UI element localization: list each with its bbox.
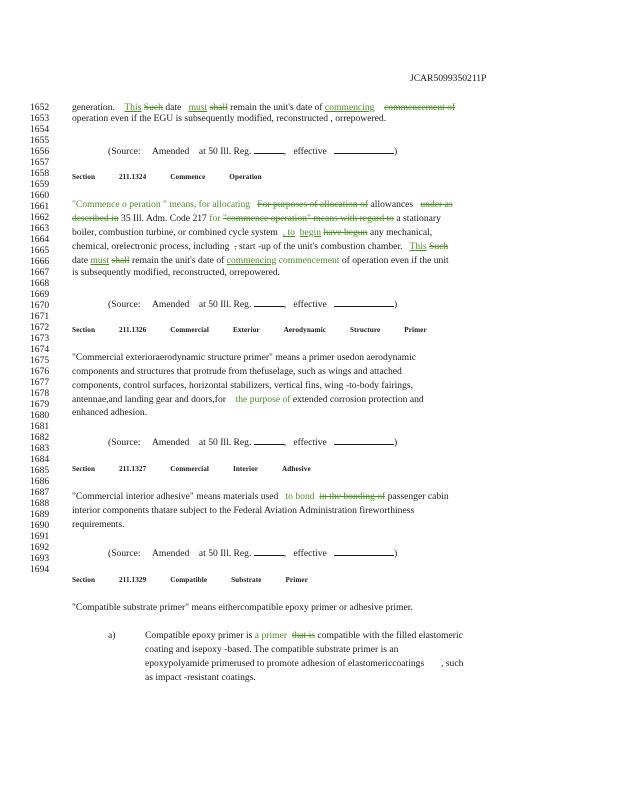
deleted-text: , (234, 241, 237, 252)
line-number: 1659 (30, 179, 50, 190)
line-number: 1658 (30, 168, 50, 179)
line-number: 1660 (30, 190, 50, 201)
line-number: 1663 (30, 223, 50, 234)
text: , (283, 146, 287, 157)
text: any mechanical, (369, 227, 433, 238)
deleted-text: For purposes of allocation of (257, 199, 369, 210)
text: Section (72, 576, 96, 584)
text-line (145, 658, 540, 669)
blank-field[interactable] (254, 297, 284, 307)
text: a stationary (396, 213, 441, 224)
line-number: 1687 (30, 487, 50, 498)
inserted-text: the purpose of (235, 394, 291, 405)
source-note (108, 297, 397, 310)
text: Amended (151, 146, 190, 157)
deleted-text: commencement of (384, 102, 456, 113)
text: Amended (151, 437, 190, 448)
line-number: 1652 (30, 102, 50, 113)
section-heading (72, 575, 540, 586)
text-line (72, 213, 540, 224)
text: (Source: (108, 146, 141, 157)
line-number: 1690 (30, 520, 50, 531)
text: Structure (350, 326, 381, 334)
text-line: as impact -resistant coatings. (145, 672, 256, 683)
text-line: operation even if the EGU is subsequently modified, reconstructed , orrepowered. (72, 113, 387, 124)
line-number: 1679 (30, 399, 50, 410)
deleted-text: have begun (323, 227, 368, 238)
text-line (72, 241, 540, 252)
line-number: 1680 (30, 410, 50, 421)
section-heading (72, 172, 540, 183)
line-number: 1691 (30, 531, 50, 542)
line-number: 1655 (30, 135, 50, 146)
text: effective (293, 548, 327, 559)
text-line: "Commercial exterioraerodynamic structure primer" means a primer usedon aerodynamic (72, 352, 417, 363)
text: Amended (151, 299, 190, 310)
text: (Source: (108, 299, 141, 310)
text: remain the unit's date of (132, 255, 225, 266)
deleted-text: Such (429, 241, 449, 252)
document-header: JCAR5099350211P (410, 73, 487, 84)
text-line: is subsequently modified, reconstructed, orrepowered. (72, 267, 281, 278)
text: Substrate (231, 576, 262, 584)
inserted-text: to bond (285, 491, 315, 502)
text: date (72, 255, 88, 266)
inserted-text: commencement (278, 255, 340, 266)
text: start -up of the unit's combustion chamber. (239, 241, 403, 252)
inserted-text: for (209, 213, 221, 224)
text: , (283, 437, 287, 448)
line-number: 1656 (30, 146, 50, 157)
line-number: 1664 (30, 234, 50, 245)
text: Interior (232, 465, 259, 473)
inserted-text: must (188, 102, 208, 113)
text: 211.1329 (118, 576, 147, 584)
line-number: 1676 (30, 366, 50, 377)
deleted-text: Such (143, 102, 163, 113)
line-number: 1682 (30, 432, 50, 443)
inserted-text: , to (282, 227, 295, 238)
line-number: 1654 (30, 124, 50, 135)
text: passenger cabin (387, 491, 449, 502)
line-number: 1684 (30, 454, 50, 465)
text: extended corrosion protection and (292, 394, 424, 405)
text: ) (394, 437, 398, 448)
text: 211.1324 (118, 173, 147, 181)
line-number: 1693 (30, 553, 50, 564)
text: allowances (370, 199, 414, 210)
line-number: 1672 (30, 322, 50, 333)
line-number: 1674 (30, 344, 50, 355)
text: of operation even if the unit (341, 255, 449, 266)
line-number: 1694 (30, 564, 50, 575)
line-number: 1692 (30, 542, 50, 553)
line-number: 1668 (30, 278, 50, 289)
line-number: 1661 (30, 201, 50, 212)
text-line: enhanced adhesion. (72, 407, 148, 418)
text: date (165, 102, 182, 113)
text: epoxypolyamide primerused to promote adhesion of elastomericcoatings (145, 658, 425, 669)
text-line: interior components thatare subject to the Federal Aviation Administration fireworthiness (72, 505, 415, 516)
text: Section (72, 465, 96, 473)
line-number: 1666 (30, 256, 50, 267)
text: , (283, 299, 287, 310)
text: Aerodynamic (283, 326, 327, 334)
text: Section (72, 326, 96, 334)
line-number: 1681 (30, 421, 50, 432)
text: (Source: (108, 437, 141, 448)
blank-field[interactable] (334, 297, 394, 307)
text: Primer (404, 326, 427, 334)
inserted-text: commencing (226, 255, 277, 266)
line-number: 1685 (30, 465, 50, 476)
source-note (108, 435, 397, 448)
inserted-text: commencing (324, 102, 375, 113)
line-number: 1688 (30, 498, 50, 509)
line-number: 1673 (30, 333, 50, 344)
text-line (72, 102, 540, 113)
blank-field[interactable] (334, 546, 394, 556)
text: compatible with the filled elastomeric (317, 630, 463, 641)
text-line (72, 227, 540, 238)
text: effective (293, 146, 327, 157)
section-heading (72, 464, 540, 475)
text: 35 Ill. Adm. Code 217 (121, 213, 207, 224)
text: at 50 Ill. Reg. (198, 437, 252, 448)
text: 211.1327 (118, 465, 147, 473)
line-number: 1665 (30, 245, 50, 256)
text: , (283, 548, 287, 559)
text: Amended (151, 548, 190, 559)
line-number: 1662 (30, 212, 50, 223)
text-line (72, 394, 540, 405)
list-marker: a) (108, 630, 116, 641)
text-line: requirements. (72, 519, 125, 530)
deleted-text: described in (72, 213, 119, 224)
text: remain the unit's date of (230, 102, 323, 113)
text: Commercial (170, 465, 210, 473)
line-number: 1675 (30, 355, 50, 366)
text: generation. (72, 102, 115, 113)
text: ) (394, 299, 398, 310)
text: "Commercial interior adhesive" means materials used (72, 491, 279, 502)
deleted-text: shall (111, 255, 130, 266)
line-number: 1678 (30, 388, 50, 399)
text: boiler, combustion turbine, or combined cycle system (72, 227, 278, 238)
deleted-text: shall (209, 102, 228, 113)
inserted-text: a primer (254, 630, 288, 641)
source-note (108, 144, 397, 157)
text-line: coating and isepoxy -based. The compatible substrate primer is an (145, 644, 399, 655)
text: 211.1326 (118, 326, 147, 334)
text: at 50 Ill. Reg. (198, 548, 252, 559)
text: antennae,and landing gear and doors,for (72, 394, 226, 405)
inserted-text: must (90, 255, 110, 266)
inserted-text: This (409, 241, 427, 252)
text: Exterior (232, 326, 260, 334)
text: Operation (229, 173, 262, 181)
text: at 50 Ill. Reg. (198, 299, 252, 310)
inserted-text: "Commence o peration " means, for allocating (72, 199, 251, 210)
deleted-text: under as (420, 199, 453, 210)
blank-field[interactable] (334, 435, 394, 445)
text: at 50 Ill. Reg. (198, 146, 252, 157)
blank-field[interactable] (254, 546, 284, 556)
text: Primer (285, 576, 308, 584)
text-line: components and structures that protrude from thefuselage, such as wings and attached (72, 366, 402, 377)
line-number: 1683 (30, 443, 50, 454)
line-number: 1669 (30, 289, 50, 300)
blank-field[interactable] (254, 435, 284, 445)
text-line (72, 199, 540, 210)
blank-field[interactable] (254, 144, 284, 154)
text-line (72, 255, 540, 266)
line-number: 1657 (30, 157, 50, 168)
inserted-text: begin (299, 227, 322, 238)
line-number: 1671 (30, 311, 50, 322)
deleted-text: that is (291, 630, 316, 641)
line-number: 1677 (30, 377, 50, 388)
text: effective (293, 299, 327, 310)
inserted-text: This (124, 102, 142, 113)
text: Compatible epoxy primer is (145, 630, 253, 641)
text: Section (72, 173, 96, 181)
text-line: components, control surfaces, horizontal stabilizers, vertical fins, wing -to-body fairings, (72, 380, 414, 391)
text: effective (293, 437, 327, 448)
text: , such (441, 658, 464, 669)
text: ) (394, 146, 398, 157)
blank-field[interactable] (334, 144, 394, 154)
text: Adhesive (282, 465, 311, 473)
text: ) (394, 548, 398, 559)
line-number: 1689 (30, 509, 50, 520)
line-number: 1670 (30, 300, 50, 311)
line-number: 1686 (30, 476, 50, 487)
text: Commence (170, 173, 206, 181)
text: (Source: (108, 548, 141, 559)
text: chemical, orelectronic process, including (72, 241, 230, 252)
deleted-text: "commence operation" means with regard to (222, 213, 394, 224)
deleted-text: in the bonding of (319, 491, 386, 502)
text-line (72, 491, 540, 502)
source-note (108, 546, 397, 559)
line-number: 1653 (30, 113, 50, 124)
line-number: 1667 (30, 267, 50, 278)
text: Commercial (170, 326, 210, 334)
text-line: "Compatible substrate primer" means eithercompatible epoxy primer or adhesive primer. (72, 602, 413, 613)
text-line (145, 630, 540, 641)
section-heading (72, 325, 540, 336)
text: Compatible (170, 576, 208, 584)
